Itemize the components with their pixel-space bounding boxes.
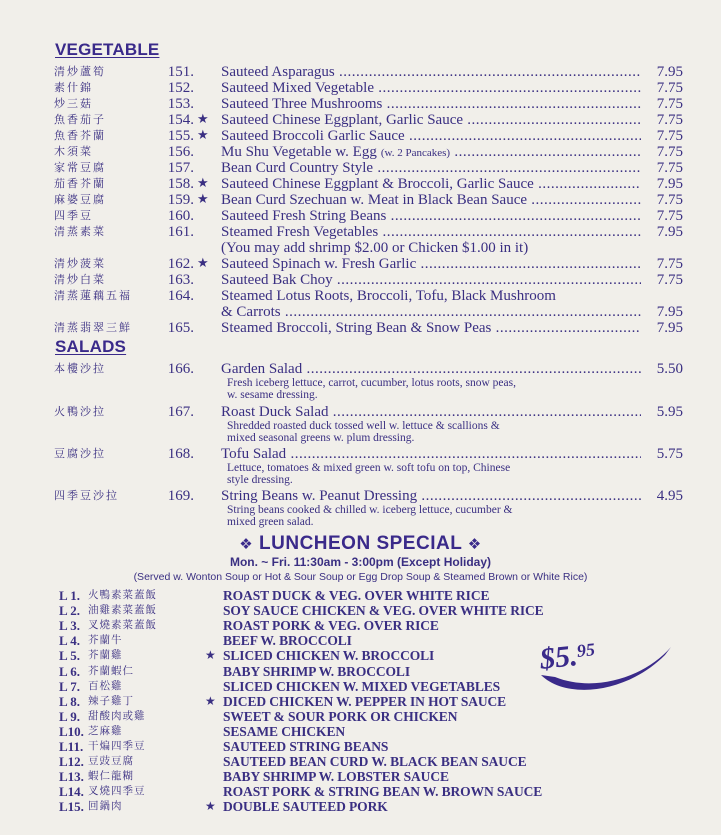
item-name-text: Sauteed Asparagus — [221, 64, 335, 80]
luncheon-item-row — [0, 588, 721, 603]
item-price: 5.50 — [641, 361, 683, 377]
menu-item-row — [0, 224, 721, 240]
chinese-name: 火鴨沙拉 — [54, 405, 106, 418]
luncheon-code: L11. — [59, 739, 84, 754]
item-number: 156. — [167, 144, 194, 160]
salad-description: mixed seasonal greens w. plum dressing. — [227, 432, 415, 444]
item-name — [221, 144, 641, 161]
item-price: 7.75 — [641, 144, 683, 160]
add-protein-note — [0, 240, 721, 256]
item-number: 155. — [167, 128, 194, 144]
menu-item-row — [0, 208, 721, 224]
item-name — [221, 320, 641, 336]
salad-item-row — [0, 361, 721, 377]
luncheon-code: L13. — [59, 769, 84, 785]
item-name — [221, 192, 641, 208]
chinese-name: 魚香茄子 — [54, 113, 106, 126]
luncheon-code: L 9. — [59, 708, 80, 724]
item-number: 153. — [167, 96, 194, 112]
item-name — [221, 176, 641, 192]
item-number: 163. — [167, 272, 194, 288]
item-price: 7.95 — [641, 320, 683, 336]
luncheon-name: SAUTEED BEAN CURD W. BLACK BEAN SAUCE — [223, 754, 527, 770]
luncheon-code: L 3. — [59, 618, 80, 634]
item-name — [221, 446, 641, 462]
item-number: 165. — [167, 320, 194, 336]
diamond-icon: ❖ — [467, 535, 482, 553]
item-price: 7.75 — [641, 272, 683, 288]
menu-item-row — [0, 288, 721, 304]
menu-item-row — [0, 192, 721, 208]
chinese-name: 芥蘭雞 — [88, 649, 123, 662]
item-number: 152. — [167, 80, 194, 96]
item-name — [221, 404, 641, 420]
chinese-name: 清蒸素菜 — [54, 225, 106, 238]
salad-description: mixed green salad. — [227, 516, 314, 528]
item-name-text: Tofu Salad — [221, 446, 287, 462]
chinese-name: 四季豆 — [54, 209, 93, 222]
chinese-name: 干煸四季豆 — [88, 740, 146, 752]
luncheon-name: BABY SHRIMP W. LOBSTER SAUCE — [223, 769, 449, 785]
chinese-name: 甜酸肉或雞 — [88, 709, 146, 722]
luncheon-item-row — [0, 784, 721, 799]
chinese-name: 四季豆沙拉 — [54, 489, 119, 502]
item-name-text: Roast Duck Salad — [221, 404, 329, 420]
salads-heading: SALADS — [55, 337, 127, 356]
menu-item-row-cont — [0, 304, 721, 320]
item-price: 7.75 — [641, 128, 683, 144]
spicy-star-icon: ★ — [197, 128, 209, 143]
luncheon-item-row — [0, 754, 721, 769]
luncheon-item-row — [0, 618, 721, 633]
luncheon-name: ROAST DUCK & VEG. OVER WHITE RICE — [223, 588, 490, 603]
menu-item-row — [0, 80, 721, 96]
salad-description: style dressing. — [227, 474, 293, 486]
menu-item-row — [0, 256, 721, 272]
item-number: 167. — [167, 404, 194, 420]
item-name-text: Bean Curd Szechuan w. Meat in Black Bean Sauce — [221, 192, 528, 208]
luncheon-item-row — [0, 799, 721, 814]
item-name-text: Sauteed Bak Choy — [221, 272, 333, 288]
spicy-star-icon: ★ — [197, 192, 209, 207]
item-number: 162. — [167, 256, 194, 272]
item-name — [221, 288, 641, 304]
luncheon-code: L 4. — [59, 633, 80, 649]
salad-description: Fresh iceberg lettuce, carrot, cucumber, lotus roots, snow peas, — [227, 377, 516, 389]
luncheon-name: SLICED CHICKEN W. BROCCOLI — [223, 648, 435, 664]
item-name — [221, 361, 641, 377]
luncheon-title — [0, 533, 721, 555]
add-protein-note-text: (You may add shrimp $2.00 or Chicken $1.00 in it) — [221, 240, 529, 256]
luncheon-name: SLICED CHICKEN W. MIXED VEGETABLES — [223, 678, 501, 694]
price-badge-dollars: $5. — [538, 639, 580, 676]
salad-item-row — [0, 404, 721, 420]
luncheon-name: SWEET & SOUR PORK OR CHICKEN — [223, 708, 458, 724]
luncheon-code: L10. — [59, 723, 84, 739]
item-name — [221, 96, 641, 112]
item-name — [221, 488, 641, 504]
menu-item-row — [0, 96, 721, 112]
chinese-name: 魚香芥蘭 — [54, 129, 106, 142]
luncheon-name: DICED CHICKEN W. PEPPER IN HOT SAUCE — [223, 693, 507, 709]
salad-item-row — [0, 488, 721, 504]
item-name — [221, 272, 641, 288]
item-name — [221, 224, 641, 240]
chinese-name: 麻婆豆腐 — [54, 193, 106, 206]
item-number: 159. — [167, 192, 194, 208]
item-number: 154. — [167, 112, 194, 128]
luncheon-name: ROAST PORK & VEG. OVER RICE — [223, 618, 439, 634]
item-name — [221, 208, 641, 224]
item-name-text: Bean Curd Country Style — [221, 160, 374, 176]
item-price: 7.95 — [641, 304, 683, 320]
price-badge — [538, 637, 597, 677]
luncheon-name: DOUBLE SAUTEED PORK — [223, 799, 388, 815]
menu-item-row — [0, 320, 721, 336]
salad-item-row — [0, 446, 721, 462]
chinese-name: 芝麻雞 — [88, 724, 123, 737]
item-price: 5.95 — [641, 404, 683, 420]
item-number: 168. — [167, 446, 194, 462]
item-name — [221, 64, 641, 80]
luncheon-code: L 5. — [59, 648, 80, 664]
chinese-name: 清炒蘆筍 — [54, 65, 106, 78]
item-name-text: Steamed Lotus Roots, Broccoli, Tofu, Black Mushroom — [221, 288, 556, 304]
item-name-text: Sauteed Fresh String Beans — [221, 208, 387, 224]
spicy-star-icon: ★ — [197, 256, 209, 271]
luncheon-title-text: LUNCHEON SPECIAL — [259, 533, 462, 554]
chinese-name: 叉燒四季豆 — [88, 785, 146, 798]
luncheon-name: SESAME CHICKEN — [223, 723, 345, 739]
item-number: 157. — [167, 160, 194, 176]
item-price: 7.75 — [641, 208, 683, 224]
item-price: 7.95 — [641, 176, 683, 192]
item-price: 7.75 — [641, 80, 683, 96]
luncheon-item-row — [0, 709, 721, 724]
item-name-text: Mu Shu Vegetable w. Egg — [221, 144, 377, 160]
luncheon-item-row — [0, 769, 721, 784]
item-number: 164. — [167, 288, 194, 304]
luncheon-code: L12. — [59, 754, 84, 770]
chinese-name: 茄香芥蘭 — [54, 177, 106, 190]
menu-item-row — [0, 112, 721, 128]
item-name-text: Steamed Broccoli, String Bean & Snow Peas — [221, 320, 492, 336]
chinese-name: 豆豉豆腐 — [88, 755, 134, 768]
item-number: 161. — [167, 224, 194, 240]
luncheon-item-row — [0, 603, 721, 618]
chinese-name: 芥蘭蝦仁 — [88, 664, 134, 677]
item-name — [221, 128, 641, 144]
luncheon-code: L14. — [59, 784, 84, 800]
item-number: 160. — [167, 208, 194, 224]
chinese-name: 火鴨素菜蓋飯 — [88, 589, 157, 601]
chinese-name: 清炒菠菜 — [54, 257, 106, 270]
menu-item-row — [0, 128, 721, 144]
diamond-icon: ❖ — [239, 535, 254, 553]
menu-item-row — [0, 160, 721, 176]
luncheon-served-with: (Served w. Wonton Soup or Hot & Sour Soup or Egg Drop Soup & Steamed Brown or White Rice) — [133, 571, 588, 583]
item-price: 7.75 — [641, 96, 683, 112]
item-name-text: String Beans w. Peanut Dressing — [221, 488, 418, 504]
chinese-name: 素什錦 — [54, 81, 93, 94]
item-price: 7.75 — [641, 192, 683, 208]
chinese-name: 炒三菇 — [54, 97, 93, 110]
item-name-text: Garden Salad — [221, 361, 303, 377]
luncheon-name: BABY SHRIMP W. BROCCOLI — [223, 663, 410, 679]
chinese-name: 芥蘭牛 — [88, 634, 123, 647]
luncheon-code: L 2. — [59, 603, 80, 619]
menu-item-row — [0, 144, 721, 160]
item-name-text: Steamed Fresh Vegetables — [221, 224, 379, 240]
luncheon-name: ROAST PORK & STRING BEAN W. BROWN SAUCE — [223, 784, 543, 800]
item-price: 7.75 — [641, 160, 683, 176]
chinese-name: 家常豆腐 — [54, 161, 106, 174]
chinese-name: 蝦仁龍糊 — [88, 770, 134, 783]
item-name-text: Sauteed Broccoli Garlic Sauce — [221, 128, 405, 144]
chinese-name: 本樓沙拉 — [54, 362, 106, 375]
luncheon-item-row — [0, 694, 721, 709]
item-price: 7.75 — [641, 256, 683, 272]
luncheon-hours: Mon. ~ Fri. 11:30am - 3:00pm (Except Holiday) — [229, 555, 492, 569]
salad-description: String beans cooked & chilled w. iceberg lettuce, cucumber & — [227, 504, 513, 516]
luncheon-item-row — [0, 739, 721, 754]
menu-item-row — [0, 176, 721, 192]
price-badge-cents: 95 — [575, 639, 596, 661]
luncheon-code: L 8. — [59, 693, 80, 709]
item-name-line2: & Carrots ..... — [221, 304, 641, 320]
item-price: 7.95 — [641, 224, 683, 240]
chinese-name: 油雞素菜蓋飯 — [88, 604, 157, 617]
item-price: 7.95 — [641, 64, 683, 80]
spicy-star-icon: ★ — [205, 799, 216, 814]
chinese-name: 木須菜 — [54, 145, 93, 158]
item-price: 7.75 — [641, 112, 683, 128]
luncheon-code: L15. — [59, 799, 84, 815]
chinese-name: 清炒白菜 — [54, 273, 106, 286]
item-price: 4.95 — [641, 488, 683, 504]
item-name-text: Sauteed Spinach w. Fresh Garlic — [221, 256, 417, 272]
item-name — [221, 112, 641, 128]
spicy-star-icon: ★ — [205, 693, 216, 708]
vegetable-heading: VEGETABLE — [55, 40, 160, 59]
item-name-note: (w. 2 Pancakes) — [380, 147, 451, 159]
item-name — [221, 80, 641, 96]
chinese-name: 百松雞 — [88, 679, 123, 692]
item-number: 151. — [167, 64, 194, 80]
luncheon-code: L 1. — [59, 588, 80, 603]
luncheon-name: SAUTEED STRING BEANS — [223, 739, 389, 754]
salad-description: Shredded roasted duck tossed well w. lettuce & scallions & — [227, 420, 500, 432]
item-name-text: Sauteed Three Mushrooms — [221, 96, 383, 112]
chinese-name: 清蒸蓮藕五福 — [54, 289, 132, 302]
spicy-star-icon: ★ — [197, 112, 209, 127]
item-number: 166. — [167, 361, 194, 377]
luncheon-name: BEEF W. BROCCOLI — [223, 633, 352, 649]
salad-description: w. sesame dressing. — [227, 389, 318, 401]
luncheon-code: L 7. — [59, 678, 80, 694]
chinese-name: 叉燒素菜蓋飯 — [88, 619, 157, 632]
spicy-star-icon: ★ — [197, 176, 209, 191]
salad-description: Lettuce, tomatoes & mixed green w. soft tofu on top, Chinese — [227, 462, 511, 474]
item-name-text: Sauteed Chinese Eggplant & Broccoli, Garlic Sauce — [221, 176, 534, 192]
luncheon-code: L 6. — [59, 663, 80, 679]
item-number: 158. — [167, 176, 194, 192]
menu-item-row — [0, 64, 721, 80]
item-name-text: Sauteed Chinese Eggplant, Garlic Sauce — [221, 112, 464, 128]
item-name — [221, 160, 641, 176]
spicy-star-icon: ★ — [205, 648, 216, 663]
menu-item-row — [0, 272, 721, 288]
item-name-text: Sauteed Mixed Vegetable — [221, 80, 375, 96]
chinese-name: 辣子雞丁 — [88, 694, 134, 707]
chinese-name: 豆腐沙拉 — [54, 447, 106, 460]
item-name — [221, 256, 641, 272]
item-price: 5.75 — [641, 446, 683, 462]
luncheon-item-row — [0, 724, 721, 739]
luncheon-name: SOY SAUCE CHICKEN & VEG. OVER WHITE RICE — [223, 603, 544, 619]
chinese-name: 清蒸翡翠三鮮 — [54, 321, 132, 334]
chinese-name: 回鍋肉 — [88, 800, 123, 813]
item-number: 169. — [167, 488, 194, 504]
